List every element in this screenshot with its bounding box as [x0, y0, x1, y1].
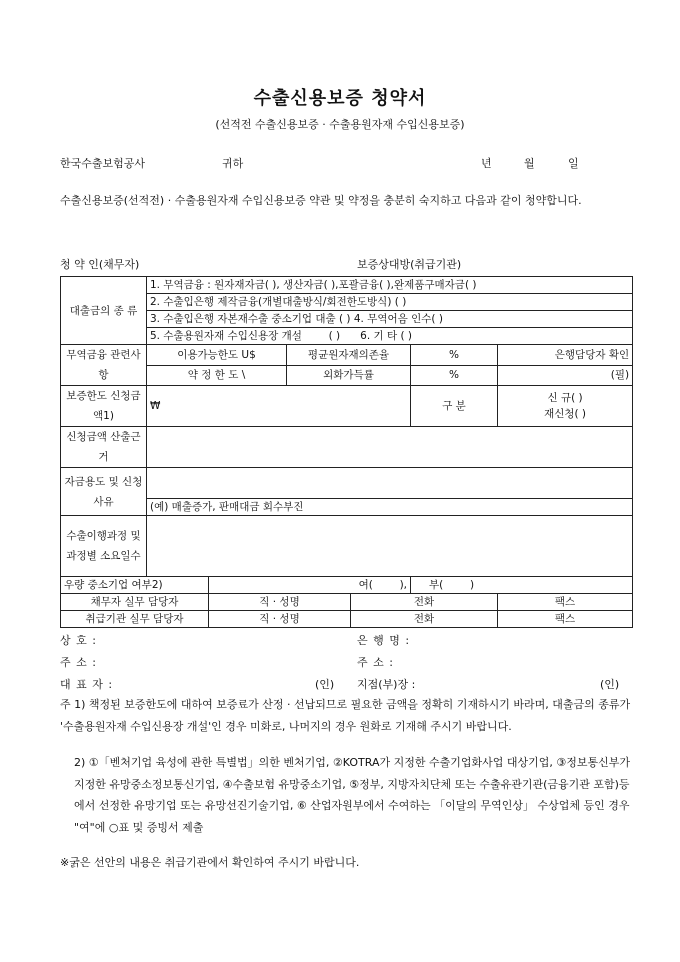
note-2: 2) ①「벤처기업 육성에 관한 특별법」의한 벤처기업, ②KOTRA가 지정한 수출기업화사업 대상기업, ③정보통신부가 지정한 유망중소정보통신기업, ④수출보험 유망중소기업, ⑤정부, 지방자치단체 또는 수출유관기관(금융기관 포함)등에서 선정한 유망기업 또는 유망선진기술기업, ⑥ 산업자원부에서 수여하는 「이달의 무역인상」 수상업체 등인 경우 "여"에 ○표 및 증빙서 제출 — [74, 756, 630, 834]
trade-finance-label: 무역금융 관련사항 — [61, 345, 147, 386]
available-limit-label: 이용가능한도 U$ — [147, 345, 287, 366]
basis-field[interactable] — [147, 427, 633, 468]
branch-manager[interactable]: 지점(부)장 : — [357, 678, 416, 691]
note-3: ※굵은 선안의 내용은 취급기관에서 확인하여 주시기 바랍니다. — [60, 856, 360, 869]
renew-option[interactable]: 재신청( ) — [544, 408, 587, 420]
date-day: 일 — [568, 157, 579, 170]
sig-rep-seal[interactable]: (인) — [315, 678, 335, 691]
note-1: 주 1) 책정된 보증한도에 대하여 보증료가 산정 · 선납되므로 필요한 금액을 정확히 기재하시기 바라며, 대출금의 종류가 '수출용원자재 수입신용장 개설'인 경우 미화로, 나머지의 경우 원화로 기재해 주시기 바랍니다. — [60, 698, 631, 733]
debtor-fax[interactable]: 팩스 — [498, 594, 633, 611]
guarantee-party-label: 보증상대방(취급기관) — [357, 258, 462, 271]
date-year: 년 — [481, 157, 492, 170]
fund-use-example: (예) 매출증가, 판매대금 회수부진 — [147, 499, 633, 516]
applicant-label: 청 약 인(채무자) — [60, 258, 140, 271]
loan-type-3[interactable]: 3. 수출입은행 자본재수출 중소기업 대출 ( ) 4. 무역어음 인수( ) — [147, 311, 633, 328]
bank-confirm-seal[interactable]: (필) — [498, 365, 633, 386]
debtor-position-name[interactable]: 직 · 성명 — [209, 594, 351, 611]
form-subtitle: (선적전 수출신용보증 · 수출용원자재 수입신용보증) — [215, 118, 465, 131]
forex-rate-label: 외화가득률 — [287, 365, 411, 386]
process-field[interactable] — [147, 516, 633, 577]
institution-position-name[interactable]: 직 · 성명 — [209, 611, 351, 628]
loan-type-label: 대출금의 종 류 — [61, 277, 147, 345]
bank-name[interactable]: 은 행 명 : — [357, 634, 411, 647]
sig-address[interactable]: 주 소 : — [60, 656, 97, 669]
sme-label: 우량 중소기업 여부2) — [61, 577, 209, 594]
loan-type-4[interactable]: 5. 수출용원자재 수입신용장 개설 ( ) 6. 기 타 ( ) — [147, 328, 633, 345]
limit-request-label: 보증한도 신청금액1) — [61, 386, 147, 427]
form-title: 수출신용보증 청약서 — [253, 88, 427, 109]
application-table — [60, 276, 633, 628]
avg-material-label: 평균원자재의존율 — [287, 345, 411, 366]
institution-phone[interactable]: 전화 — [351, 611, 498, 628]
date-month: 월 — [524, 157, 535, 170]
fund-use-field[interactable] — [147, 468, 633, 499]
category-label: 구 분 — [411, 386, 498, 427]
intro-paragraph: 수출신용보증(선적전) · 수출용원자재 수입신용보증 약관 및 약정을 충분히 숙지하고 다음과 같이 청약합니다. — [60, 194, 582, 207]
agreed-limit-label: 약 정 한 도 \ — [147, 365, 287, 386]
debtor-contact-label: 채무자 실무 담당자 — [61, 594, 209, 611]
process-label: 수출이행과정 및 과정별 소요일수 — [61, 516, 147, 577]
loan-type-1[interactable]: 1. 무역금융 : 원자재자금( ), 생산자금( ),포괄금융( ),완제품구매자금( ) — [147, 277, 633, 294]
forex-rate-percent[interactable]: % — [411, 365, 498, 386]
sme-yes-option[interactable]: 여( ), — [209, 577, 411, 594]
bank-address[interactable]: 주 소 : — [357, 656, 394, 669]
branch-manager-seal[interactable]: (인) — [600, 678, 620, 691]
sig-representative[interactable]: 대 표 자 : — [60, 678, 114, 691]
sme-no-option[interactable]: 부( ) — [411, 577, 633, 594]
limit-request-amount[interactable]: ₩ — [147, 386, 411, 427]
basis-label: 신청금액 산출근거 — [61, 427, 147, 468]
honorific: 귀하 — [222, 157, 244, 170]
debtor-phone[interactable]: 전화 — [351, 594, 498, 611]
recipient: 한국수출보험공사 — [60, 157, 146, 170]
loan-type-2[interactable]: 2. 수출입은행 제작금융(개별대출방식/회전한도방식) ( ) — [147, 294, 633, 311]
institution-contact-label: 취급기관 실무 담당자 — [61, 611, 209, 628]
institution-fax[interactable]: 팩스 — [498, 611, 633, 628]
bank-confirm-label: 은행담당자 확인 — [498, 345, 633, 366]
avg-material-percent[interactable]: % — [411, 345, 498, 366]
sig-company[interactable]: 상 호 : — [60, 634, 97, 647]
fund-use-label: 자금용도 및 신청사유 — [61, 468, 147, 516]
category-options[interactable] — [498, 386, 633, 427]
new-option[interactable]: 신 규( ) — [547, 392, 583, 404]
